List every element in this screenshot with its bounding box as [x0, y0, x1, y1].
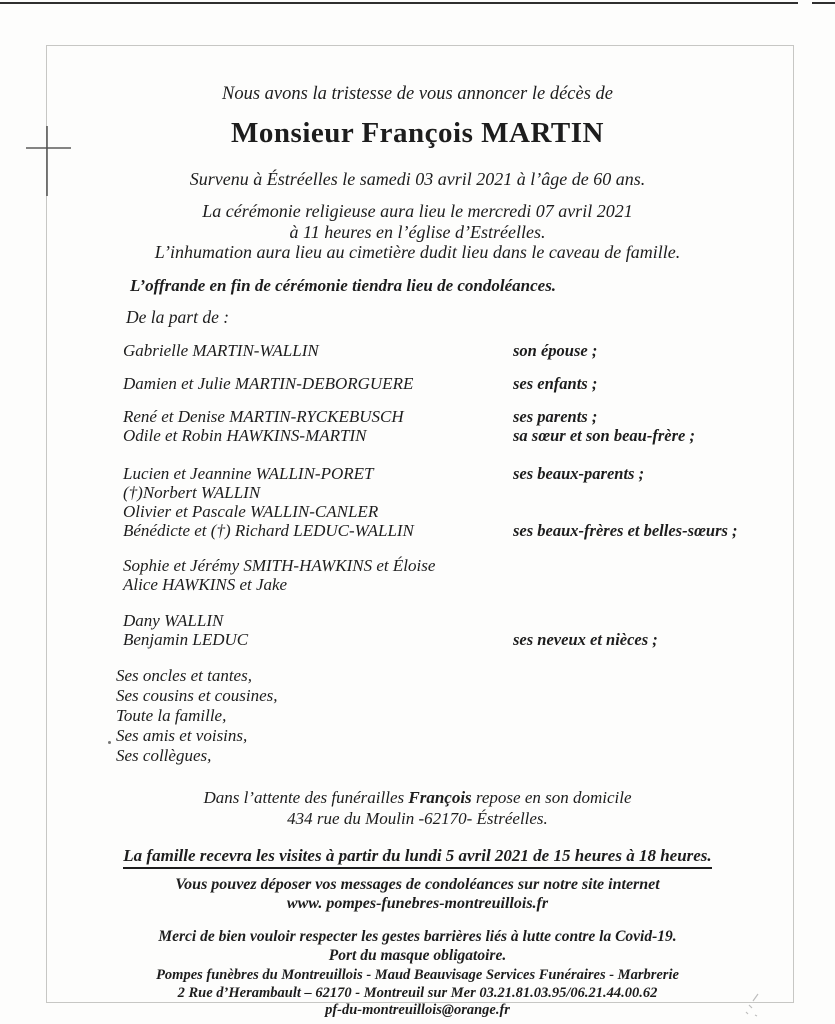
family-row	[0, 521, 835, 540]
family-row	[0, 556, 835, 575]
repose-text: repose en son domicile	[471, 788, 632, 807]
family-row	[0, 726, 835, 746]
family-row	[0, 483, 835, 502]
family-names: Ses amis et voisins,	[116, 726, 248, 745]
family-row	[0, 706, 835, 726]
family-row	[0, 502, 835, 521]
funeral-home-name: Pompes funèbres du Montreuillois - Maud Beauvisage Services Funéraires - Marbrerie	[156, 967, 679, 983]
visits-notice	[0, 846, 835, 869]
repose-deceased-name: François	[408, 788, 472, 807]
condolences-line: Vous pouvez déposer vos messages de condoléances sur notre site internet	[175, 876, 660, 893]
family-row	[0, 464, 835, 483]
family-names: Olivier et Pascale WALLIN-CANLER	[123, 502, 379, 521]
covid-notice	[0, 928, 835, 965]
scan-edge-gap	[798, 0, 812, 6]
family-names: Gabrielle MARTIN-WALLIN	[123, 341, 319, 360]
family-row	[0, 746, 835, 766]
family-names: Ses collègues,	[116, 746, 212, 765]
family-row	[0, 666, 835, 686]
family-relation: ses neveux et nièces ;	[513, 630, 658, 649]
repose-line	[0, 788, 835, 809]
ceremony-details	[0, 201, 835, 263]
family-relation: sa sœur et son beau-frère ;	[513, 426, 695, 445]
family-row	[0, 341, 835, 360]
covid-line: Merci de bien vouloir respecter les gestes barrières liés à lutte contre la Covid-19.	[158, 928, 677, 945]
repose-text: Dans l’attente des funérailles	[203, 788, 409, 807]
family-names: (†)Norbert WALLIN	[123, 483, 261, 502]
family-relation: ses parents ;	[513, 407, 598, 426]
family-row	[0, 575, 835, 594]
family-names: Toute la famille,	[116, 706, 227, 725]
ceremony-line: La cérémonie religieuse aura lieu le mercredi 07 avril 2021	[202, 201, 633, 221]
condolences-website: www. pompes-funebres-montreuillois.fr	[286, 894, 549, 912]
family-relation: ses beaux-parents ;	[513, 464, 645, 483]
family-names: Odile et Robin HAWKINS-MARTIN	[123, 426, 367, 445]
family-relation: ses enfants ;	[513, 374, 598, 393]
ceremony-line: à 11 heures en l’église d’Estréelles.	[289, 221, 546, 242]
ceremony-line: L’inhumation aura lieu au cimetière dudit lieu dans le caveau de famille.	[154, 242, 681, 262]
family-row	[0, 630, 835, 649]
visits-text: La famille recevra les visites à partir du lundi 5 avril 2021 de 15 heures à 18 heures.	[123, 846, 711, 869]
deceased-name-title: Monsieur François MARTIN	[231, 117, 604, 149]
family-names: Ses oncles et tantes,	[116, 666, 252, 685]
family-names: Bénédicte et (†) Richard LEDUC-WALLIN	[123, 521, 414, 540]
repose-block	[0, 788, 835, 829]
family-row	[0, 611, 835, 630]
scan-edge-line	[0, 2, 835, 4]
family-names: Damien et Julie MARTIN-DEBORGUERE	[123, 374, 414, 393]
family-row	[0, 686, 835, 706]
family-relation: son épouse ;	[513, 341, 598, 360]
intro-line: Nous avons la tristesse de vous annoncer le décès de	[222, 84, 613, 104]
repose-address: 434 rue du Moulin -62170- Éstréelles.	[287, 808, 548, 828]
family-names: Lucien et Jeannine WALLIN-PORET	[123, 464, 374, 483]
family-names: Sophie et Jérémy SMITH-HAWKINS et Éloise	[123, 556, 436, 575]
family-relation: ses beaux-frères et belles-sœurs ;	[513, 521, 738, 540]
offering-note: L’offrande en fin de cérémonie tiendra lieu de condoléances.	[130, 276, 557, 295]
condolences-block	[0, 876, 835, 913]
covid-line: Port du masque obligatoire.	[328, 946, 507, 964]
family-names: Benjamin LEDUC	[123, 630, 249, 649]
family-names: Alice HAWKINS et Jake	[123, 575, 288, 594]
death-info-line: Survenu à Éstréelles le samedi 03 avril 2021 à l’âge de 60 ans.	[189, 169, 646, 189]
family-names: Dany WALLIN	[123, 611, 224, 630]
family-row	[0, 426, 835, 445]
family-names: Ses cousins et cousines,	[116, 686, 278, 705]
family-row	[0, 374, 835, 393]
funeral-home-footer	[0, 967, 835, 1020]
family-row	[0, 407, 835, 426]
family-names: René et Denise MARTIN-RYCKEBUSCH	[123, 407, 404, 426]
funeral-home-email: pf-du-montreuillois@orange.fr	[325, 1002, 510, 1018]
family-list	[0, 341, 835, 766]
funeral-home-address-phone: 2 Rue d’Herambault – 62170 - Montreuil sur Mer 03.21.81.03.95/06.21.44.00.62	[177, 984, 658, 1001]
on-behalf-label: De la part de :	[126, 307, 230, 327]
